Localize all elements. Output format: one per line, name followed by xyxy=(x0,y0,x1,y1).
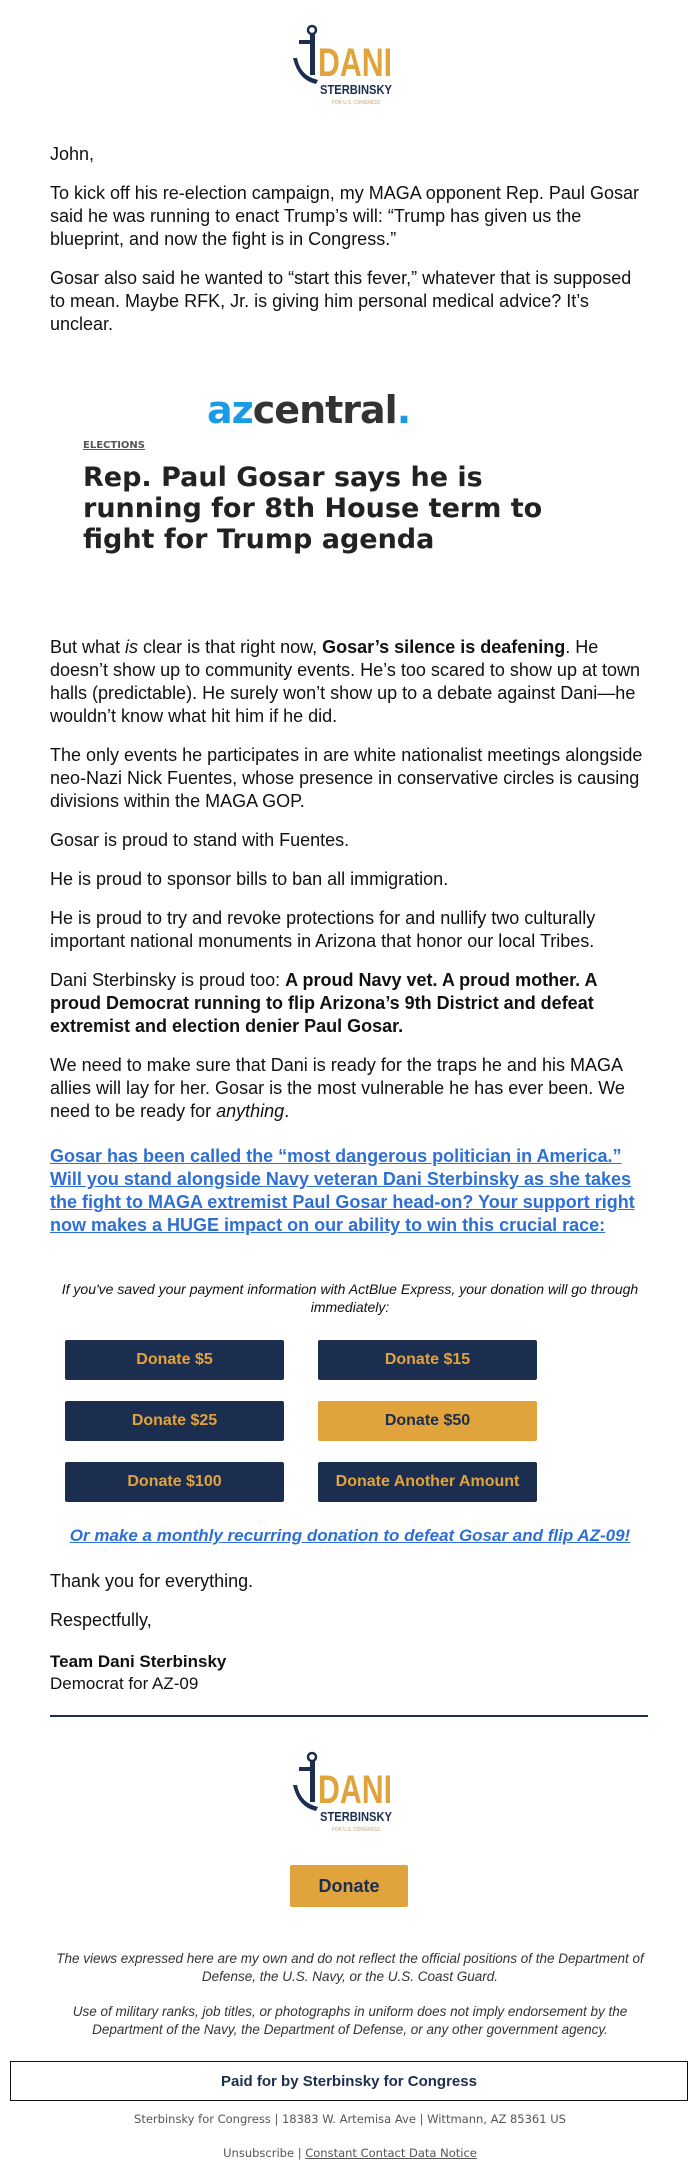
data-notice-link[interactable]: Constant Contact Data Notice xyxy=(305,2146,477,2160)
monthly-donation-link[interactable]: Or make a monthly recurring donation to defeat Gosar and flip AZ-09! xyxy=(69,1526,631,1545)
actblue-express-note: If you've saved your payment information with ActBlue Express, your donation will go through immediately: xyxy=(61,1281,639,1315)
article-headline: Rep. Paul Gosar says he is running for 8th House term to fight for Trump agenda xyxy=(83,462,543,555)
main-body xyxy=(50,636,650,1253)
donate-50-button[interactable]: Donate $50 xyxy=(318,1401,537,1441)
body-paragraph: He is proud to try and revoke protections for and nullify two culturally important national monuments in Arizona that honor our local Tribes. xyxy=(50,908,596,951)
svg-text:FOR U.S. CONGRESS: FOR U.S. CONGRESS xyxy=(332,1827,381,1833)
disclaimer-military: Use of military ranks, job titles, or photographs in uniform does not imply endorsement by the Department of the Navy, the Department of Defense, or any other government agency. xyxy=(72,2004,628,2037)
intro-paragraph: To kick off his re-election campaign, my MAGA opponent Rep. Paul Gosar said he was running to enact Trump’s will: “Trump has given us the blueprint, and now the fight is in Congress.” xyxy=(50,183,639,249)
greeting: John, xyxy=(50,144,95,164)
body-paragraph: He is proud to sponsor bills to ban all immigration. xyxy=(50,869,449,889)
signoff-text: Respectfully, xyxy=(50,1610,152,1630)
svg-text:DANI: DANI xyxy=(318,1768,392,1812)
article-screenshot[interactable] xyxy=(60,340,660,600)
signoff-section xyxy=(50,1570,650,1695)
donate-15-button[interactable]: Donate $15 xyxy=(318,1340,537,1380)
signature-title: Democrat for AZ-09 xyxy=(50,1674,199,1693)
body-paragraph: Gosar is proud to stand with Fuentes. xyxy=(50,830,350,850)
thanks-text: Thank you for everything. xyxy=(50,1571,254,1591)
mailing-address: Sterbinsky for Congress | 18383 W. Artemisa Ave | Wittmann, AZ 85361 US xyxy=(134,2112,566,2126)
azcentral-logo: azcentral. xyxy=(207,388,411,432)
signature-name: Team Dani Sterbinsky xyxy=(50,1652,227,1671)
footer-campaign-logo xyxy=(290,1745,410,1835)
donate-button[interactable]: Donate xyxy=(290,1865,408,1907)
donate-100-button[interactable]: Donate $100 xyxy=(65,1462,284,1502)
divider xyxy=(50,1715,648,1717)
body-paragraph: The only events he participates in are white nationalist meetings alongside neo-Nazi Nick Fuentes, whose presence in conservative circles is causing divisions within the MAGA GOP. xyxy=(50,745,643,811)
donate-25-button[interactable]: Donate $25 xyxy=(65,1401,284,1441)
paid-for-by-box: Paid for by Sterbinsky for Congress xyxy=(10,2061,688,2101)
intro-section xyxy=(50,143,650,352)
cta-link[interactable]: Gosar has been called the “most dangerous politician in America.” Will you stand alongside Navy veteran Dani Sterbinsky as she takes the fight to MAGA extremist Paul Gosar head-on? Your support right now makes a HUGE impact on our ability to win this crucial race: xyxy=(50,1146,635,1235)
footer-links xyxy=(0,2146,700,2160)
body-paragraph: But what is clear is that right now, Gosar’s silence is deafening. He doesn’t show up to community events. He’s too scared to show up at town halls (predictable). He surely won’t show up to a debate against Dani—he wouldn’t know what hit him if he did. xyxy=(50,637,640,726)
disclaimer-views: The views expressed here are my own and do not reflect the official positions of the Department of Defense, the U.S. Navy, or the U.S. Coast Guard. xyxy=(56,1951,644,1984)
svg-text:STERBINSKY: STERBINSKY xyxy=(320,82,393,97)
body-paragraph: We need to make sure that Dani is ready for the traps he and his MAGA allies will lay for her. Gosar is the most vulnerable he has ever been. We need to be ready for anything. xyxy=(50,1055,625,1121)
svg-text:FOR U.S. CONGRESS: FOR U.S. CONGRESS xyxy=(332,100,381,106)
separator: | xyxy=(294,2146,306,2160)
article-section: ELECTIONS xyxy=(83,440,145,451)
svg-text:STERBINSKY: STERBINSKY xyxy=(320,1809,393,1824)
intro-paragraph: Gosar also said he wanted to “start this fever,” whatever that is supposed to mean. Maybe RFK, Jr. is giving him personal medical advice? It’s unclear. xyxy=(50,268,632,334)
unsubscribe-link[interactable]: Unsubscribe xyxy=(223,2146,295,2160)
campaign-logo xyxy=(290,18,410,108)
svg-text:DANI: DANI xyxy=(318,41,392,85)
donate-5-button[interactable]: Donate $5 xyxy=(65,1340,284,1380)
body-paragraph: Dani Sterbinsky is proud too: A proud Navy vet. A proud mother. A proud Democrat running to flip Arizona’s 9th District and defeat extremist and election denier Paul Gosar. xyxy=(50,970,597,1036)
donate-other-amount-button[interactable]: Donate Another Amount xyxy=(318,1462,537,1502)
